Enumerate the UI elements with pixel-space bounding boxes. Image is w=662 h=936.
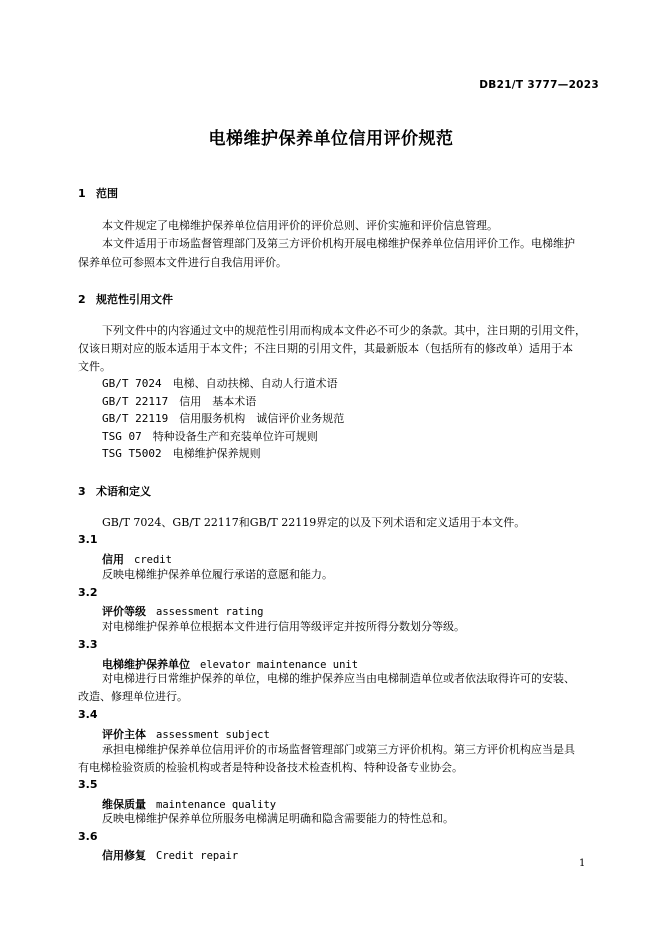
reference-name: 电梯、自动扶梯、自动人行道术语 [172, 377, 338, 390]
section-title: 范围 [96, 187, 118, 200]
section-1-heading [78, 185, 118, 201]
term-definition: 反映电梯维护保养单位所服务电梯满足明确和隐含需要能力的特性总和。 [102, 812, 454, 825]
reference-name: 电梯维护保养规则 [172, 447, 261, 460]
term-definition: 改造、修理单位进行。 [78, 690, 188, 703]
term-en: assessment subject [156, 729, 270, 741]
term-zh: 信用 [102, 553, 124, 566]
term-definition: 对电梯进行日常维护保养的单位，电梯的维护保养应当由电梯制造单位或者依法取得许可的安装、 [102, 672, 575, 685]
term-en: credit [134, 554, 172, 566]
paragraph: 仅该日期对应的版本适用于本文件；不注日期的引用文件，其最新版本（包括所有的修改单）适用于本 [78, 342, 573, 355]
reference-name: 特种设备生产和充装单位许可规则 [152, 430, 318, 443]
reference-code: TSG T5002 [102, 447, 162, 460]
paragraph: 本文件规定了电梯维护保养单位信用评价的评价总则、评价实施和评价信息管理。 [102, 219, 498, 232]
reference-item [102, 448, 261, 459]
term-zh: 评价主体 [102, 728, 146, 741]
section-2-heading [78, 291, 173, 307]
term-number: 3.2 [78, 586, 98, 599]
term-number: 3.1 [78, 533, 98, 546]
term-definition: 反映电梯维护保养单位履行承诺的意愿和能力。 [102, 568, 333, 581]
term-zh: 信用修复 [102, 849, 146, 862]
term-definition: 承担电梯维护保养单位信用评价的市场监督管理部门或第三方评价机构。第三方评价机构应当是具 [102, 743, 575, 756]
term-definition: 有电梯检验资质的检验机构或者是特种设备技术检查机构、特种设备专业协会。 [78, 761, 463, 774]
reference-code: GB/T 22117 [102, 395, 169, 408]
term-zh: 评价等级 [102, 605, 146, 618]
section-number: 3 [78, 485, 86, 498]
reference-item [102, 413, 344, 424]
section-number: 2 [78, 293, 86, 306]
reference-item [102, 396, 256, 407]
term-heading [102, 551, 172, 567]
paragraph: GB/T 7024、GB/T 22117和GB/T 22119界定的以及下列术语和定义适用于本文件。 [102, 516, 526, 529]
term-en: maintenance quality [156, 799, 277, 811]
paragraph: 下列文件中的内容通过文中的规范性引用而构成本文件必不可少的条款。其中，注日期的引用文件， [102, 324, 586, 337]
paragraph: 保养单位可参照本文件进行自我信用评价。 [78, 256, 287, 269]
term-en: assessment rating [156, 606, 264, 618]
section-3-heading [78, 483, 151, 499]
term-en: Credit repair [156, 850, 239, 862]
reference-code: GB/T 7024 [102, 377, 162, 390]
term-heading [102, 603, 263, 619]
reference-item [102, 431, 318, 442]
reference-item [102, 378, 338, 389]
term-number: 3.4 [78, 708, 98, 721]
term-definition: 对电梯维护保养单位根据本文件进行信用等级评定并按所得分数划分等级。 [102, 620, 465, 633]
page-number: 1 [579, 858, 586, 869]
paragraph: 文件。 [78, 360, 111, 373]
term-heading [102, 796, 276, 812]
term-number: 3.3 [78, 638, 98, 651]
term-en: elevator maintenance unit [200, 659, 359, 671]
reference-code: GB/T 22119 [102, 412, 169, 425]
section-title: 规范性引用文件 [96, 293, 173, 306]
section-title: 术语和定义 [96, 485, 151, 498]
term-heading [102, 847, 238, 863]
term-heading [102, 656, 358, 672]
term-number: 3.5 [78, 778, 98, 791]
term-heading [102, 726, 270, 742]
term-zh: 电梯维护保养单位 [102, 658, 190, 671]
term-zh: 维保质量 [102, 798, 146, 811]
reference-code: TSG 07 [102, 430, 142, 443]
document-title: 电梯维护保养单位信用评价规范 [208, 129, 454, 149]
document-id: DB21/T 3777—2023 [479, 79, 599, 91]
term-number: 3.6 [78, 830, 98, 843]
reference-name: 信用 基本术语 [179, 395, 257, 408]
reference-name: 信用服务机构 诚信评价业务规范 [179, 412, 345, 425]
section-number: 1 [78, 187, 86, 200]
paragraph: 本文件适用于市场监督管理部门及第三方评价机构开展电梯维护保养单位信用评价工作。电梯维护 [102, 237, 575, 250]
